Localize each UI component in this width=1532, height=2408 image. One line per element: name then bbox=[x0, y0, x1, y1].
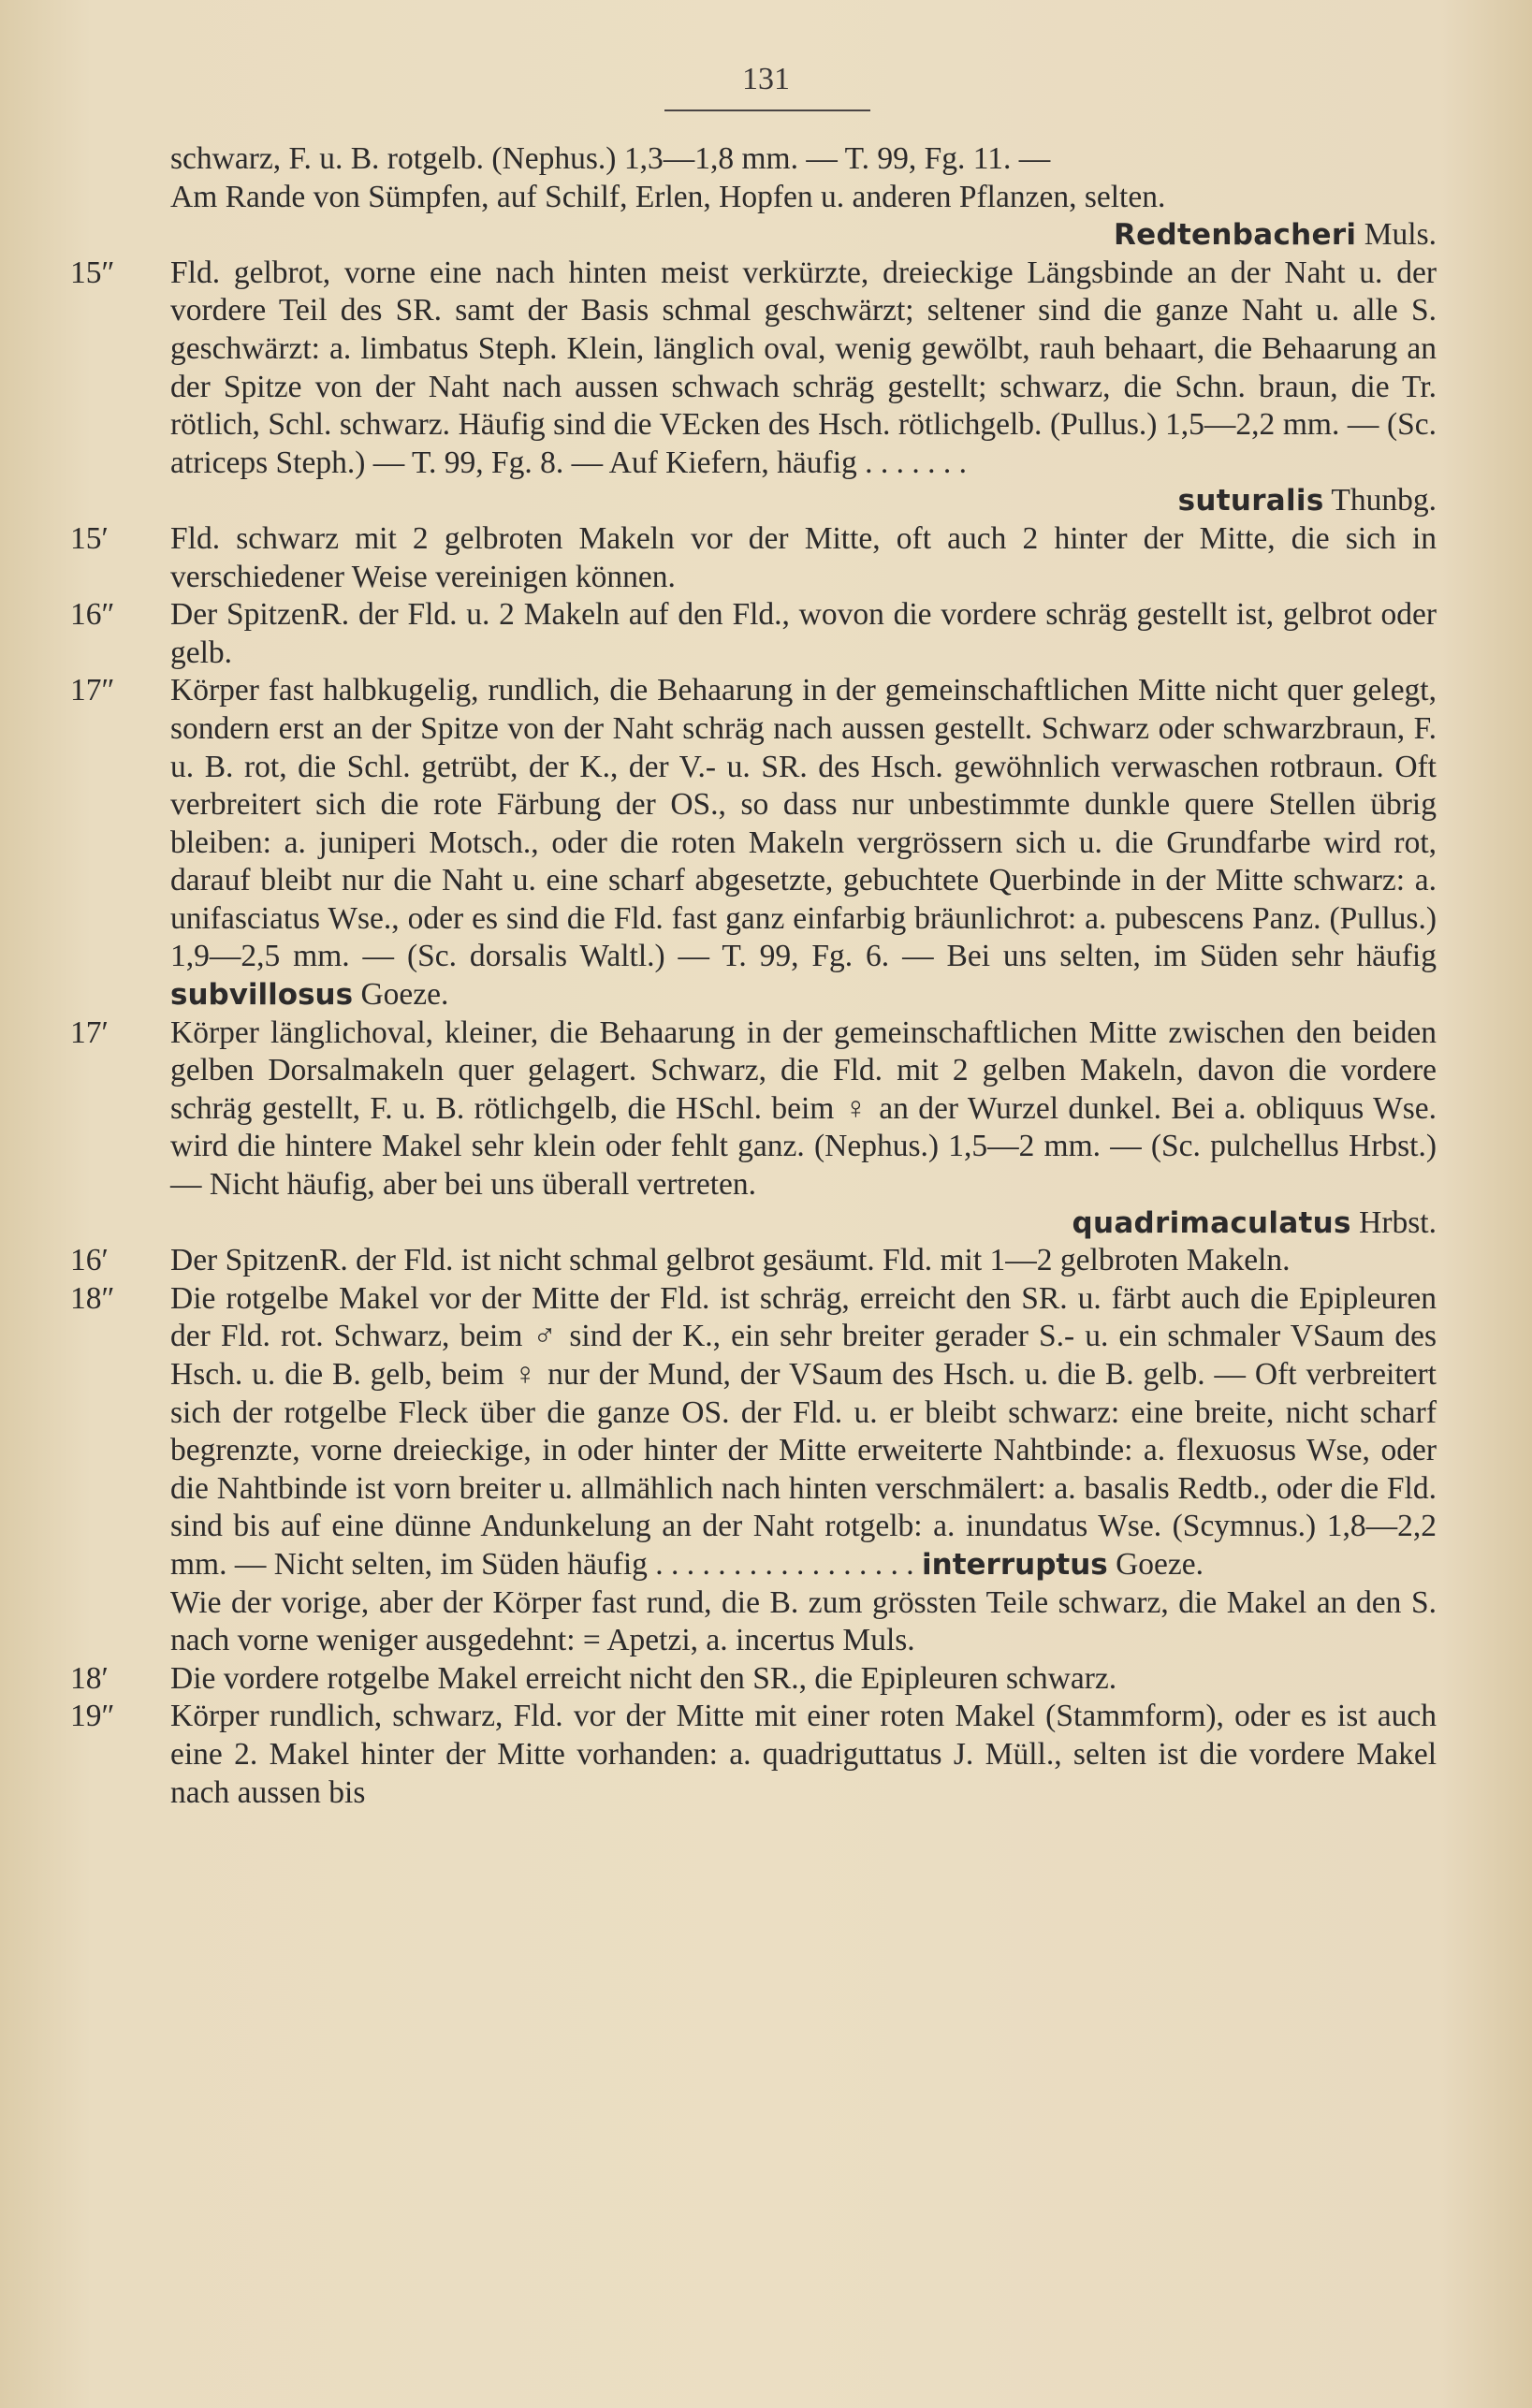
species-line bbox=[170, 482, 1437, 520]
species-author: Thunbg. bbox=[1331, 483, 1437, 518]
key-entry bbox=[70, 520, 1437, 596]
couplet-number: 18″ bbox=[70, 1280, 115, 1316]
entry-text: Der SpitzenR. der Fld. ist nicht schmal gelbrot gesäumt. Fld. mit 1—2 gelbroten Makeln. bbox=[170, 1243, 1291, 1278]
key-entry bbox=[70, 1014, 1437, 1243]
couplet-number: 17″ bbox=[70, 673, 115, 708]
key-entry bbox=[70, 1242, 1437, 1280]
species-line bbox=[170, 216, 1437, 255]
entry-text: Fld. gelbrot, vorne eine nach hinten meist verkürzte, dreieckige Längsbinde an der Naht u. der vordere Teil des SR. samt der Basis schmal geschwärzt; seltener sind die ganze Naht u. alle S. geschwärzt: a. limbatus Steph. Klein, länglich oval, wenig gewölbt, rauh behaart, die Behaarung an der Spitze von der Naht nach aussen schwach schräg gestellt; schwarz, die Schn. braun, die Tr. rötlich, Schl. schwarz. Häufig sind die VEcken des Hsch. rötlichgelb. (Pullus.) 1,5—2,2 mm. — (Sc. atriceps Steph.) — T. 99, Fg. 8. — Auf Kiefern, häufig . . . . . . . bbox=[170, 255, 1437, 480]
header-rule bbox=[664, 109, 870, 111]
key-entry bbox=[70, 672, 1437, 1014]
couplet-number: 16′ bbox=[70, 1243, 109, 1278]
text-line: Am Rande von Sümpfen, auf Schilf, Erlen, Hopfen u. anderen Pflanzen, selten. bbox=[170, 179, 1166, 214]
entry-text: Körper fast halbkugelig, rundlich, die Behaarung in der gemeinschaftlichen Mitte nicht quer gelegt, sondern erst an der Spitze von der Naht schräg nach aussen gestellt. Schwarz oder schwarzbraun, F. u. B. rot, die Schl. getrübt, der K., der V.- u. SR. des Hsch. gewöhnlich verwaschen rotbraun. Oft verbreitert sich die rote Färbung der OS., so dass nur unbestimmte dunkle quere Stellen übrig bleiben: a. juniperi Motsch., oder die roten Makeln vergrössern sich u. die Grundfarbe wird rot, darauf bleibt nur die Naht u. eine scharf abgesetzte, gebuchtete Querbinde in der Mitte schwarz: a. unifasciatus Wse., oder es sind die Fld. fast ganz einfarbig bräunlichrot: a. pubescens Panz. (Pullus.) 1,9—2,5 mm. — (Sc. dorsalis Waltl.) — T. 99, Fg. 6. — Bei uns selten, im Süden sehr häufig bbox=[170, 673, 1437, 974]
couplet-number: 15′ bbox=[70, 520, 109, 556]
page-number: 131 bbox=[742, 62, 790, 96]
key-entry bbox=[70, 1280, 1437, 1660]
entry-text: Die rotgelbe Makel vor der Mitte der Fld. ist schräg, erreicht den SR. u. färbt auch die Epipleuren der Fld. rot. Schwarz, beim ♂ sind der K., ein sehr breiter gerader S.- u. ein schmaler VSaum des Hsch. u. die B. gelb, beim ♀ nur der Mund, der VSaum des Hsch. u. die B. gelb. — Oft verbreitert sich der rotgelbe Fleck über die ganze OS. der Fld. u. er bleibt schwarz: eine breite, nicht scharf begrenzte, vorne dreieckige, in oder hinter der Mitte erweiterte Nahtbinde: a. flexuosus Wse, oder die Nahtbinde ist vorn breiter u. allmählich nach hinten verschmälert: a. basalis Redtb., oder die Fld. sind bis auf eine dünne Andunkelung an der Naht rotgelb: a. inundatus Wse. (Scymnus.) 1,8—2,2 mm. — Nicht selten, im Süden häufig . . . . . . . . . . . . . . . . . bbox=[170, 1280, 1437, 1582]
species-line bbox=[170, 1204, 1437, 1243]
entry-text: Fld. schwarz mit 2 gelbroten Makeln vor der Mitte, oft auch 2 hinter der Mitte, die sich in verschiedener Weise vereinigen können. bbox=[170, 520, 1437, 594]
key-entry bbox=[70, 596, 1437, 672]
entry-text: Der SpitzenR. der Fld. u. 2 Makeln auf den Fld., wovon die vordere schräg gestellt ist, gelbrot oder gelb. bbox=[170, 597, 1437, 670]
key-entry bbox=[70, 1660, 1437, 1699]
entry-text: Körper länglichoval, kleiner, die Behaarung in der gemeinschaftlichen Mitte zwischen den beiden gelben Dorsalmakeln quer gelagert. Schwarz, die Fld. mit 2 gelben Makeln, davon die vordere schräg gestellt, F. u. B. rötlichgelb, die HSchl. beim ♀ an der Wurzel dunkel. Bei a. obliquus Wse. wird die hintere Makel sehr klein oder fehlt ganz. (Nephus.) 1,5—2 mm. — (Sc. pulchellus Hrbst.) — Nicht häufig, aber bei uns überall vertreten. bbox=[170, 1014, 1437, 1203]
text-line: schwarz, F. u. B. rotgelb. (Nephus.) 1,3—1,8 mm. — T. 99, Fg. 11. — bbox=[170, 141, 1051, 176]
entry-continuation bbox=[70, 140, 1437, 255]
couplet-number: 17′ bbox=[70, 1014, 109, 1050]
species-author: Muls. bbox=[1364, 217, 1437, 253]
species-name: interruptus bbox=[922, 1547, 1108, 1582]
key-entry bbox=[70, 255, 1437, 520]
species-name: quadrimaculatus bbox=[1072, 1205, 1351, 1240]
key-entry bbox=[70, 1698, 1437, 1812]
key-text bbox=[70, 140, 1437, 1812]
species-author: Goeze. bbox=[1116, 1546, 1204, 1582]
entry-text: Körper rundlich, schwarz, Fld. vor der Mitte mit einer roten Makel (Stammform), oder es ist auch eine 2. Makel hinter der Mitte vorhanden: a. quadriguttatus J. Müll., selten ist die vordere Makel nach aussen bis bbox=[170, 1699, 1437, 1810]
couplet-number: 15″ bbox=[70, 255, 115, 290]
entry-text-continued: Wie der vorige, aber der Körper fast rund, die B. zum grössten Teile schwarz, die Makel an den S. nach vorne weniger ausgedehnt: = Apetzi, a. incertus Muls. bbox=[170, 1584, 1437, 1658]
species-author: Goeze. bbox=[360, 977, 449, 1013]
species-author: Hrbst. bbox=[1359, 1204, 1437, 1240]
species-name: Redtenbacheri bbox=[1113, 218, 1357, 253]
species-name: suturalis bbox=[1177, 484, 1324, 518]
couplet-number: 16″ bbox=[70, 597, 115, 633]
species-name: subvillosus bbox=[170, 978, 354, 1013]
couplet-number: 18′ bbox=[70, 1660, 109, 1696]
entry-text: Die vordere rotgelbe Makel erreicht nicht den SR., die Epipleuren schwarz. bbox=[170, 1660, 1117, 1696]
couplet-number: 19″ bbox=[70, 1699, 115, 1734]
